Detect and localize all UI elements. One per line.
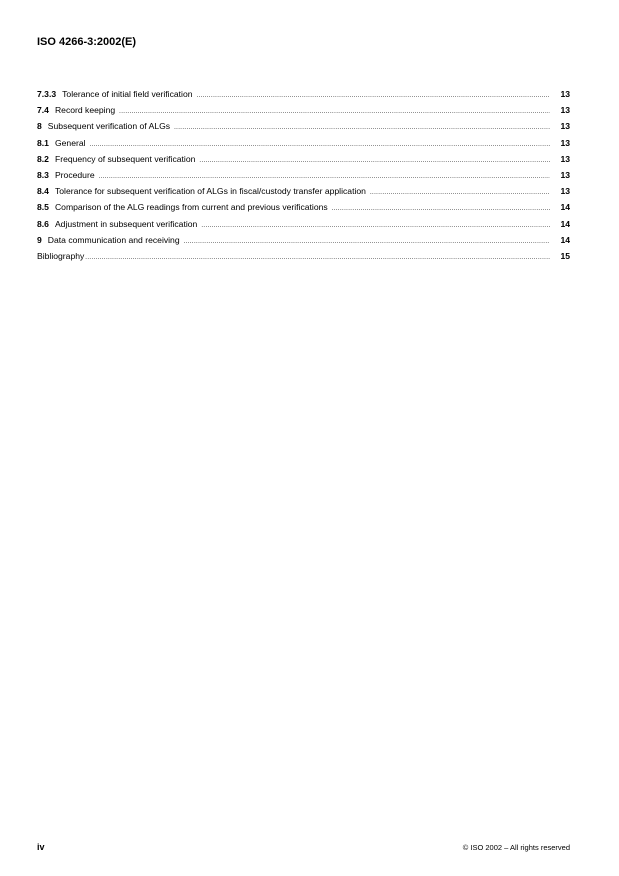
toc-entry-page: 14 — [560, 218, 570, 229]
dot-leader — [197, 88, 550, 104]
toc-entry-number: 8.1 — [37, 137, 49, 148]
dot-leader — [174, 120, 550, 136]
dot-leader — [332, 201, 550, 217]
toc-entry-title: Data communication and receiving — [47, 234, 180, 245]
document-header: ISO 4266-3:2002(E) — [37, 36, 137, 48]
toc-entry-page: 13 — [560, 137, 570, 148]
toc-entry-8-4[interactable] — [37, 183, 570, 199]
toc-entry-title: Comparison of the ALG readings from current and previous verifications — [54, 202, 328, 213]
toc-entry-title: Tolerance of initial field verification — [62, 89, 193, 99]
toc-entry-page: 13 — [560, 169, 570, 180]
dot-leader — [85, 250, 550, 266]
page-number: iv — [37, 842, 45, 852]
dot-leader — [201, 218, 550, 234]
toc-entry-page: 15 — [560, 250, 570, 261]
toc-entry-number: 8.2 — [37, 153, 49, 164]
toc-entry-number: 8 — [37, 121, 42, 132]
toc-entry-8-1[interactable] — [37, 135, 570, 151]
table-of-contents — [37, 86, 570, 264]
toc-entry-8-5[interactable] — [37, 199, 570, 215]
toc-entry-title: Frequency of subsequent verification — [54, 153, 196, 164]
toc-entry-page: 13 — [560, 186, 570, 197]
toc-entry-page: 13 — [560, 89, 570, 99]
toc-entry-number: 9 — [37, 234, 42, 245]
toc-entry-page: 14 — [560, 234, 570, 245]
toc-entry-number: 8.5 — [37, 202, 49, 213]
toc-entry-8[interactable] — [37, 118, 570, 134]
dot-leader — [119, 104, 550, 120]
toc-entry-title: Record keeping — [54, 105, 116, 116]
dot-leader — [370, 185, 550, 201]
toc-entry-8-3[interactable] — [37, 167, 570, 183]
toc-entry-title: Subsequent verification of ALGs — [47, 121, 171, 132]
toc-entry-bibliography[interactable] — [37, 248, 570, 264]
toc-entry-number: 7.4 — [37, 105, 49, 116]
toc-entry-number: 8.3 — [37, 169, 49, 180]
toc-entry-9[interactable] — [37, 232, 570, 248]
dot-leader — [184, 234, 550, 250]
toc-entry-8-6[interactable] — [37, 216, 570, 232]
toc-entry-title: Adjustment in subsequent verification — [54, 218, 198, 229]
toc-entry-page: 13 — [560, 153, 570, 164]
toc-entry-number: 7.3.3 — [37, 89, 57, 99]
toc-entry-number: 8.6 — [37, 218, 49, 229]
toc-entry-number: 8.4 — [37, 186, 49, 197]
toc-entry-title: Bibliography — [37, 250, 85, 261]
toc-entry-page: 13 — [560, 105, 570, 116]
toc-entry-8-2[interactable] — [37, 151, 570, 167]
toc-entry-title: General — [54, 137, 86, 148]
toc-entry-page: 14 — [560, 202, 570, 213]
toc-entry-title: Procedure — [54, 169, 95, 180]
toc-entry-7-4[interactable] — [37, 102, 570, 118]
toc-entry-7-3-3[interactable] — [37, 86, 570, 102]
toc-entry-title: Tolerance for subsequent verification of ALGs in fiscal/custody transfer application — [54, 186, 366, 197]
copyright-notice: © ISO 2002 – All rights reserved — [462, 843, 570, 852]
dot-leader — [199, 153, 550, 169]
toc-entry-page: 13 — [560, 121, 570, 132]
